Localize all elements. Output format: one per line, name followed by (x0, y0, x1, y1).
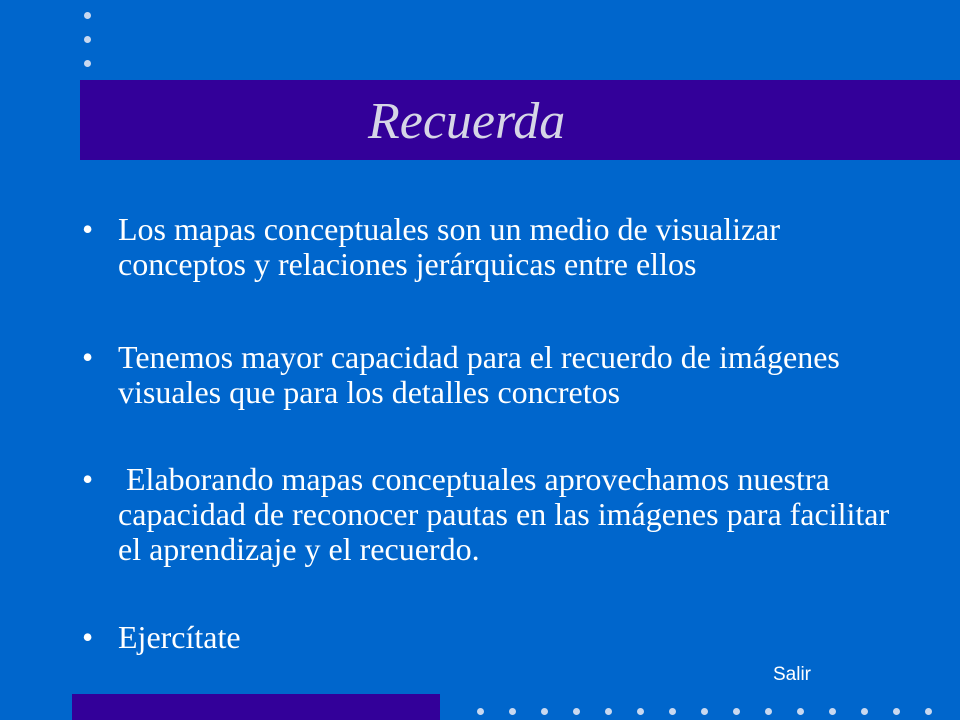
decorative-dot (701, 708, 708, 715)
decorative-dot (925, 708, 932, 715)
decorative-dot (84, 12, 91, 19)
bullet-item (82, 620, 912, 655)
decorative-dot (733, 708, 740, 715)
decorative-dot (84, 36, 91, 43)
decorative-dot (637, 708, 644, 715)
decorative-dot (797, 708, 804, 715)
bullet-item (82, 462, 912, 567)
decorative-dot (477, 708, 484, 715)
decorative-dot (541, 708, 548, 715)
decorative-dot (861, 708, 868, 715)
bullet-dot-icon: • (82, 461, 94, 497)
bottom-bar (72, 694, 440, 720)
decorative-dot (893, 708, 900, 715)
decorative-dot (509, 708, 516, 715)
decorative-dot (84, 60, 91, 67)
decorative-dot (829, 708, 836, 715)
bullet-text: Ejercítate (118, 619, 241, 655)
bullet-text: Elaborando mapas conceptuales aprovechamos nuestra capacidad de reconocer pautas en las imágenes para facilitar el aprendizaje y el recuerdo. (118, 461, 898, 567)
bullet-text: Los mapas conceptuales son un medio de visualizar conceptos y relaciones jerárquicas entre ellos (118, 211, 789, 282)
bullet-text: Tenemos mayor capacidad para el recuerdo de imágenes visuales que para los detalles concretos (118, 339, 848, 410)
bullet-item (82, 212, 912, 282)
bullet-dot-icon: • (82, 619, 94, 655)
bullet-dot-icon: • (82, 211, 94, 247)
decorative-dot (765, 708, 772, 715)
decorative-dot (669, 708, 676, 715)
decorative-dot (573, 708, 580, 715)
bullet-item (82, 340, 912, 410)
exit-link[interactable]: Salir (773, 664, 812, 685)
slide-title: Recuerda (368, 93, 566, 150)
decorative-dot (605, 708, 612, 715)
bullet-dot-icon: • (82, 339, 94, 375)
